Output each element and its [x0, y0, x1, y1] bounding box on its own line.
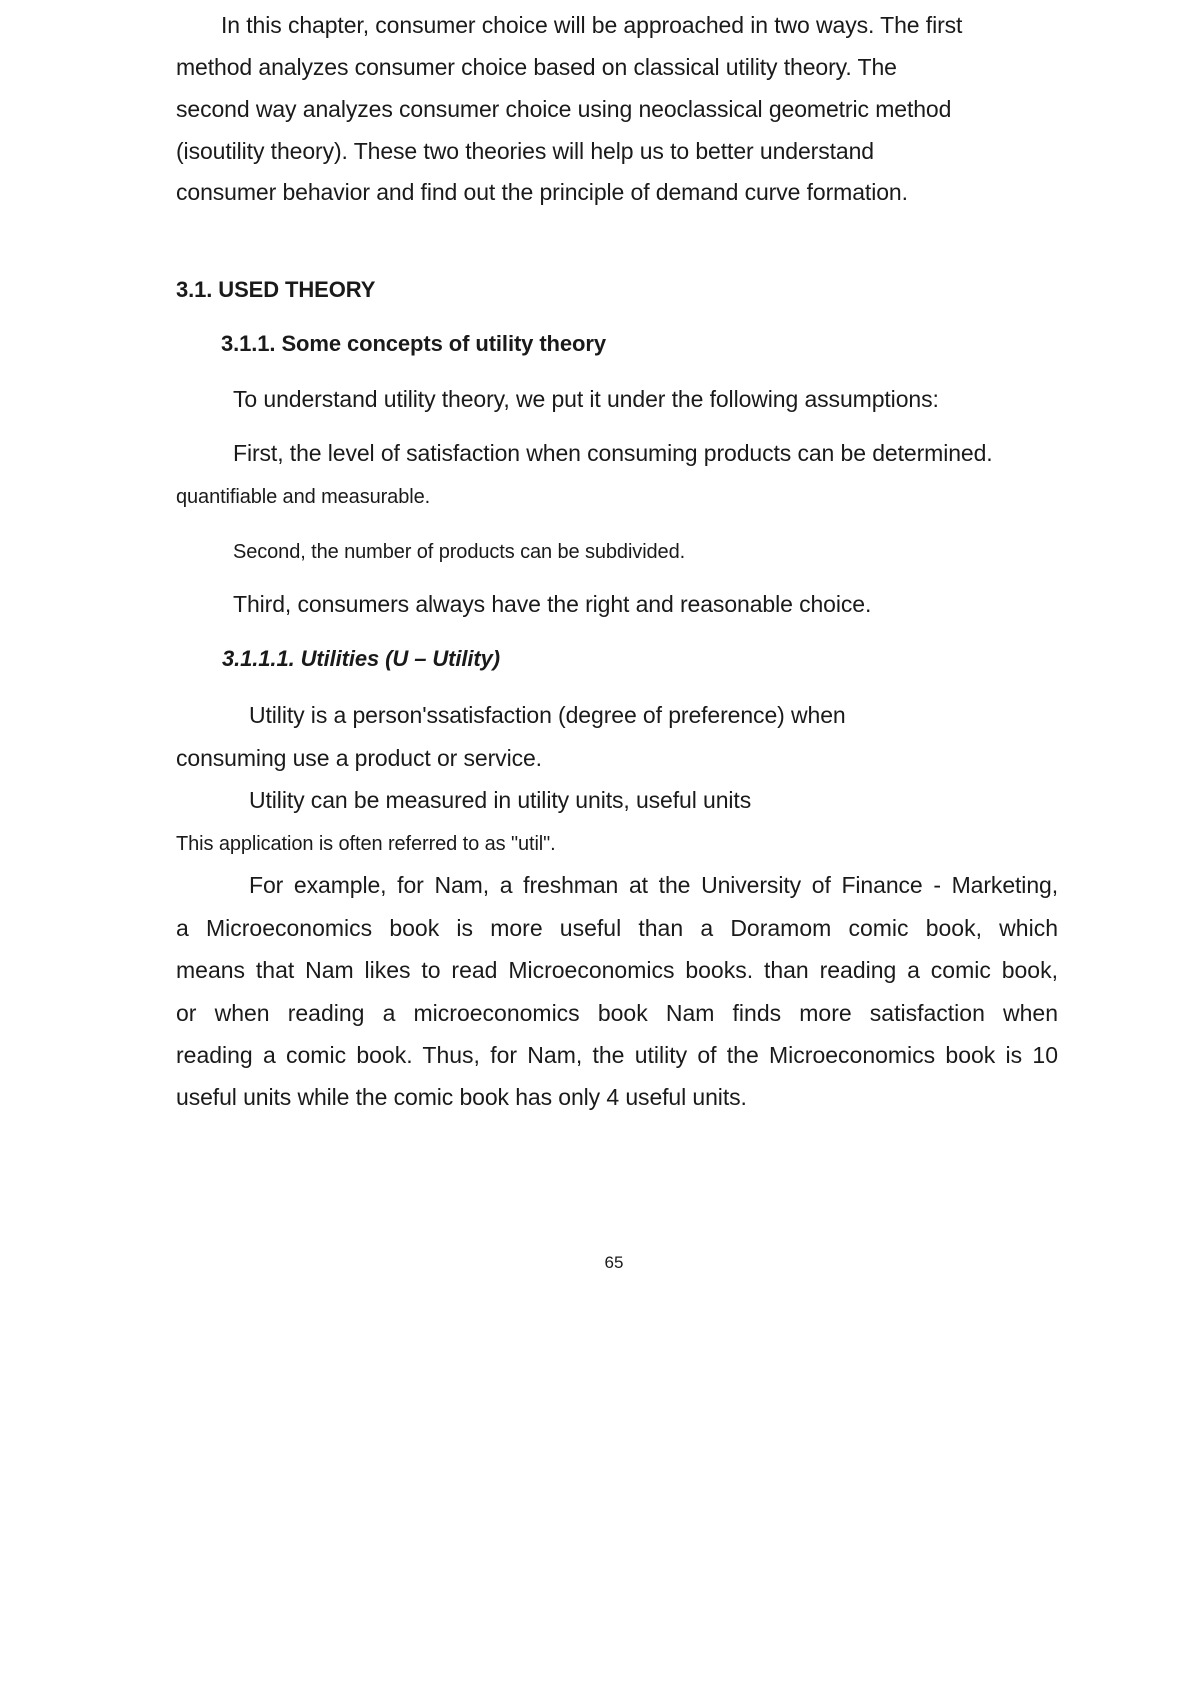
intro-line-5: consumer behavior and find out the principle of demand curve formation. — [176, 179, 908, 205]
utility-definition-line-1: Utility is a person'ssatisfaction (degree of preference) when — [249, 702, 846, 728]
assumption-third: Third, consumers always have the right and reasonable choice. — [233, 591, 872, 617]
intro-line-1: In this chapter, consumer choice will be approached in two ways. The first — [221, 12, 963, 38]
utility-definition-line-2: consuming use a product or service. — [176, 745, 542, 771]
intro-line-3: second way analyzes consumer choice using neoclassical geometric method — [176, 96, 952, 122]
utility-measure-line-2: This application is often referred to as "util". — [176, 833, 556, 855]
intro-line-2: method analyzes consumer choice based on classical utility theory. The — [176, 54, 897, 80]
utility-measure-line-1: Utility can be measured in utility units, useful units — [249, 787, 752, 813]
example-line-2: a Microeconomics book is more useful than a Doramom comic book, which — [176, 915, 1058, 941]
example-line-6: useful units while the comic book has only 4 useful units. — [176, 1084, 747, 1110]
example-line-4: or when reading a microeconomics book Nam finds more satisfaction when — [176, 1000, 1058, 1026]
example-line-3: means that Nam likes to read Microeconomics books. than reading a comic book, — [176, 957, 1058, 983]
assumption-first-line-1: First, the level of satisfaction when consuming products can be determined. — [233, 440, 993, 466]
assumption-first-line-2: quantifiable and measurable. — [176, 486, 431, 508]
example-line-1: For example, for Nam, a freshman at the University of Finance - Marketing, — [249, 872, 1058, 898]
example-line-5: reading a comic book. Thus, for Nam, the utility of the Microeconomics book is 10 — [176, 1042, 1058, 1068]
utilities-heading: 3.1.1.1. Utilities (U – Utility) — [222, 646, 500, 671]
assumption-second: Second, the number of products can be subdivided. — [233, 541, 686, 563]
subsection-heading: 3.1.1. Some concepts of utility theory — [221, 331, 606, 356]
page-number: 65 — [604, 1253, 624, 1272]
section-heading: 3.1. USED THEORY — [176, 277, 376, 302]
assumptions-intro: To understand utility theory, we put it under the following assumptions: — [233, 386, 939, 412]
intro-line-4: (isoutility theory). These two theories will help us to better understand — [176, 138, 874, 164]
